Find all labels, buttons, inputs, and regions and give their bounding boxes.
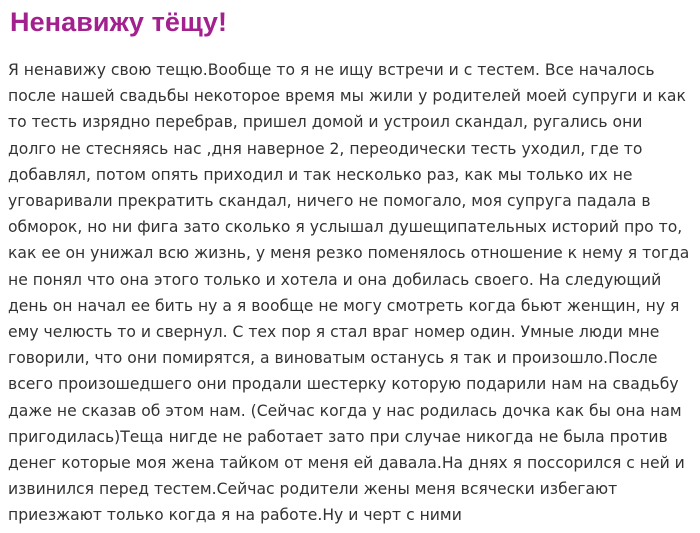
body-line: ему челюсть то и свернул. С тех пор я стал враг номер один. Умные люди мне xyxy=(8,323,660,342)
article xyxy=(8,0,694,529)
article-body xyxy=(8,57,694,529)
body-line: пригодилась)Теща нигде не работает зато при случае никогда не была против xyxy=(8,427,668,446)
body-line: обморок, но ни фига зато сколько я услышал душещипательных историй про то, xyxy=(8,218,683,237)
body-line: всего произошедшего они продали шестерку которую подарили нам на свадьбу xyxy=(8,375,679,394)
body-line: говорили, что они помирятся, а виноватым останусь я так и произошло.После xyxy=(8,349,658,368)
body-line: уговаривали прекратить скандал, ничего не помогало, моя супруга падала в xyxy=(8,192,651,211)
article-title: Ненавижу тёщу! xyxy=(10,7,228,37)
body-line: денег которые моя жена тайком от меня ей давала.На днях я поссорился с ней и xyxy=(8,454,685,473)
body-line: приезжают только когда я на работе.Ну и черт с ними xyxy=(8,506,462,525)
body-line: после нашей свадьбы некоторое время мы жили у родителей моей супруги и как xyxy=(8,87,686,106)
body-line: не понял что она этого только и хотела и она добилась своего. На следующий xyxy=(8,270,662,289)
body-line: даже не сказав об этом нам. (Сейчас когда у нас родилась дочка как бы она нам xyxy=(8,401,682,420)
body-line: как ее он унижал всю жизнь, у меня резко поменялось отношение к нему я тогда xyxy=(8,244,690,263)
body-line: извинился перед тестем.Сейчас родители жены меня всячески избегают xyxy=(8,480,618,499)
body-line: Я ненавижу свою тещю.Вообще то я не ищу встречи и с тестем. Все началось xyxy=(8,61,655,79)
body-line: то тесть изрядно перебрав, пришел домой и устроил скандал, ругались они xyxy=(8,113,643,132)
body-line: долго не стесняясь нас ,дня наверное 2, переодически тесть уходил, где то xyxy=(8,139,643,158)
body-line: добавлял, потом опять приходил и так несколько раз, как мы только их не xyxy=(8,165,633,184)
body-line: день он начал ее бить ну а я вообще не могу смотреть когда бьют женщин, ну я xyxy=(8,296,680,315)
